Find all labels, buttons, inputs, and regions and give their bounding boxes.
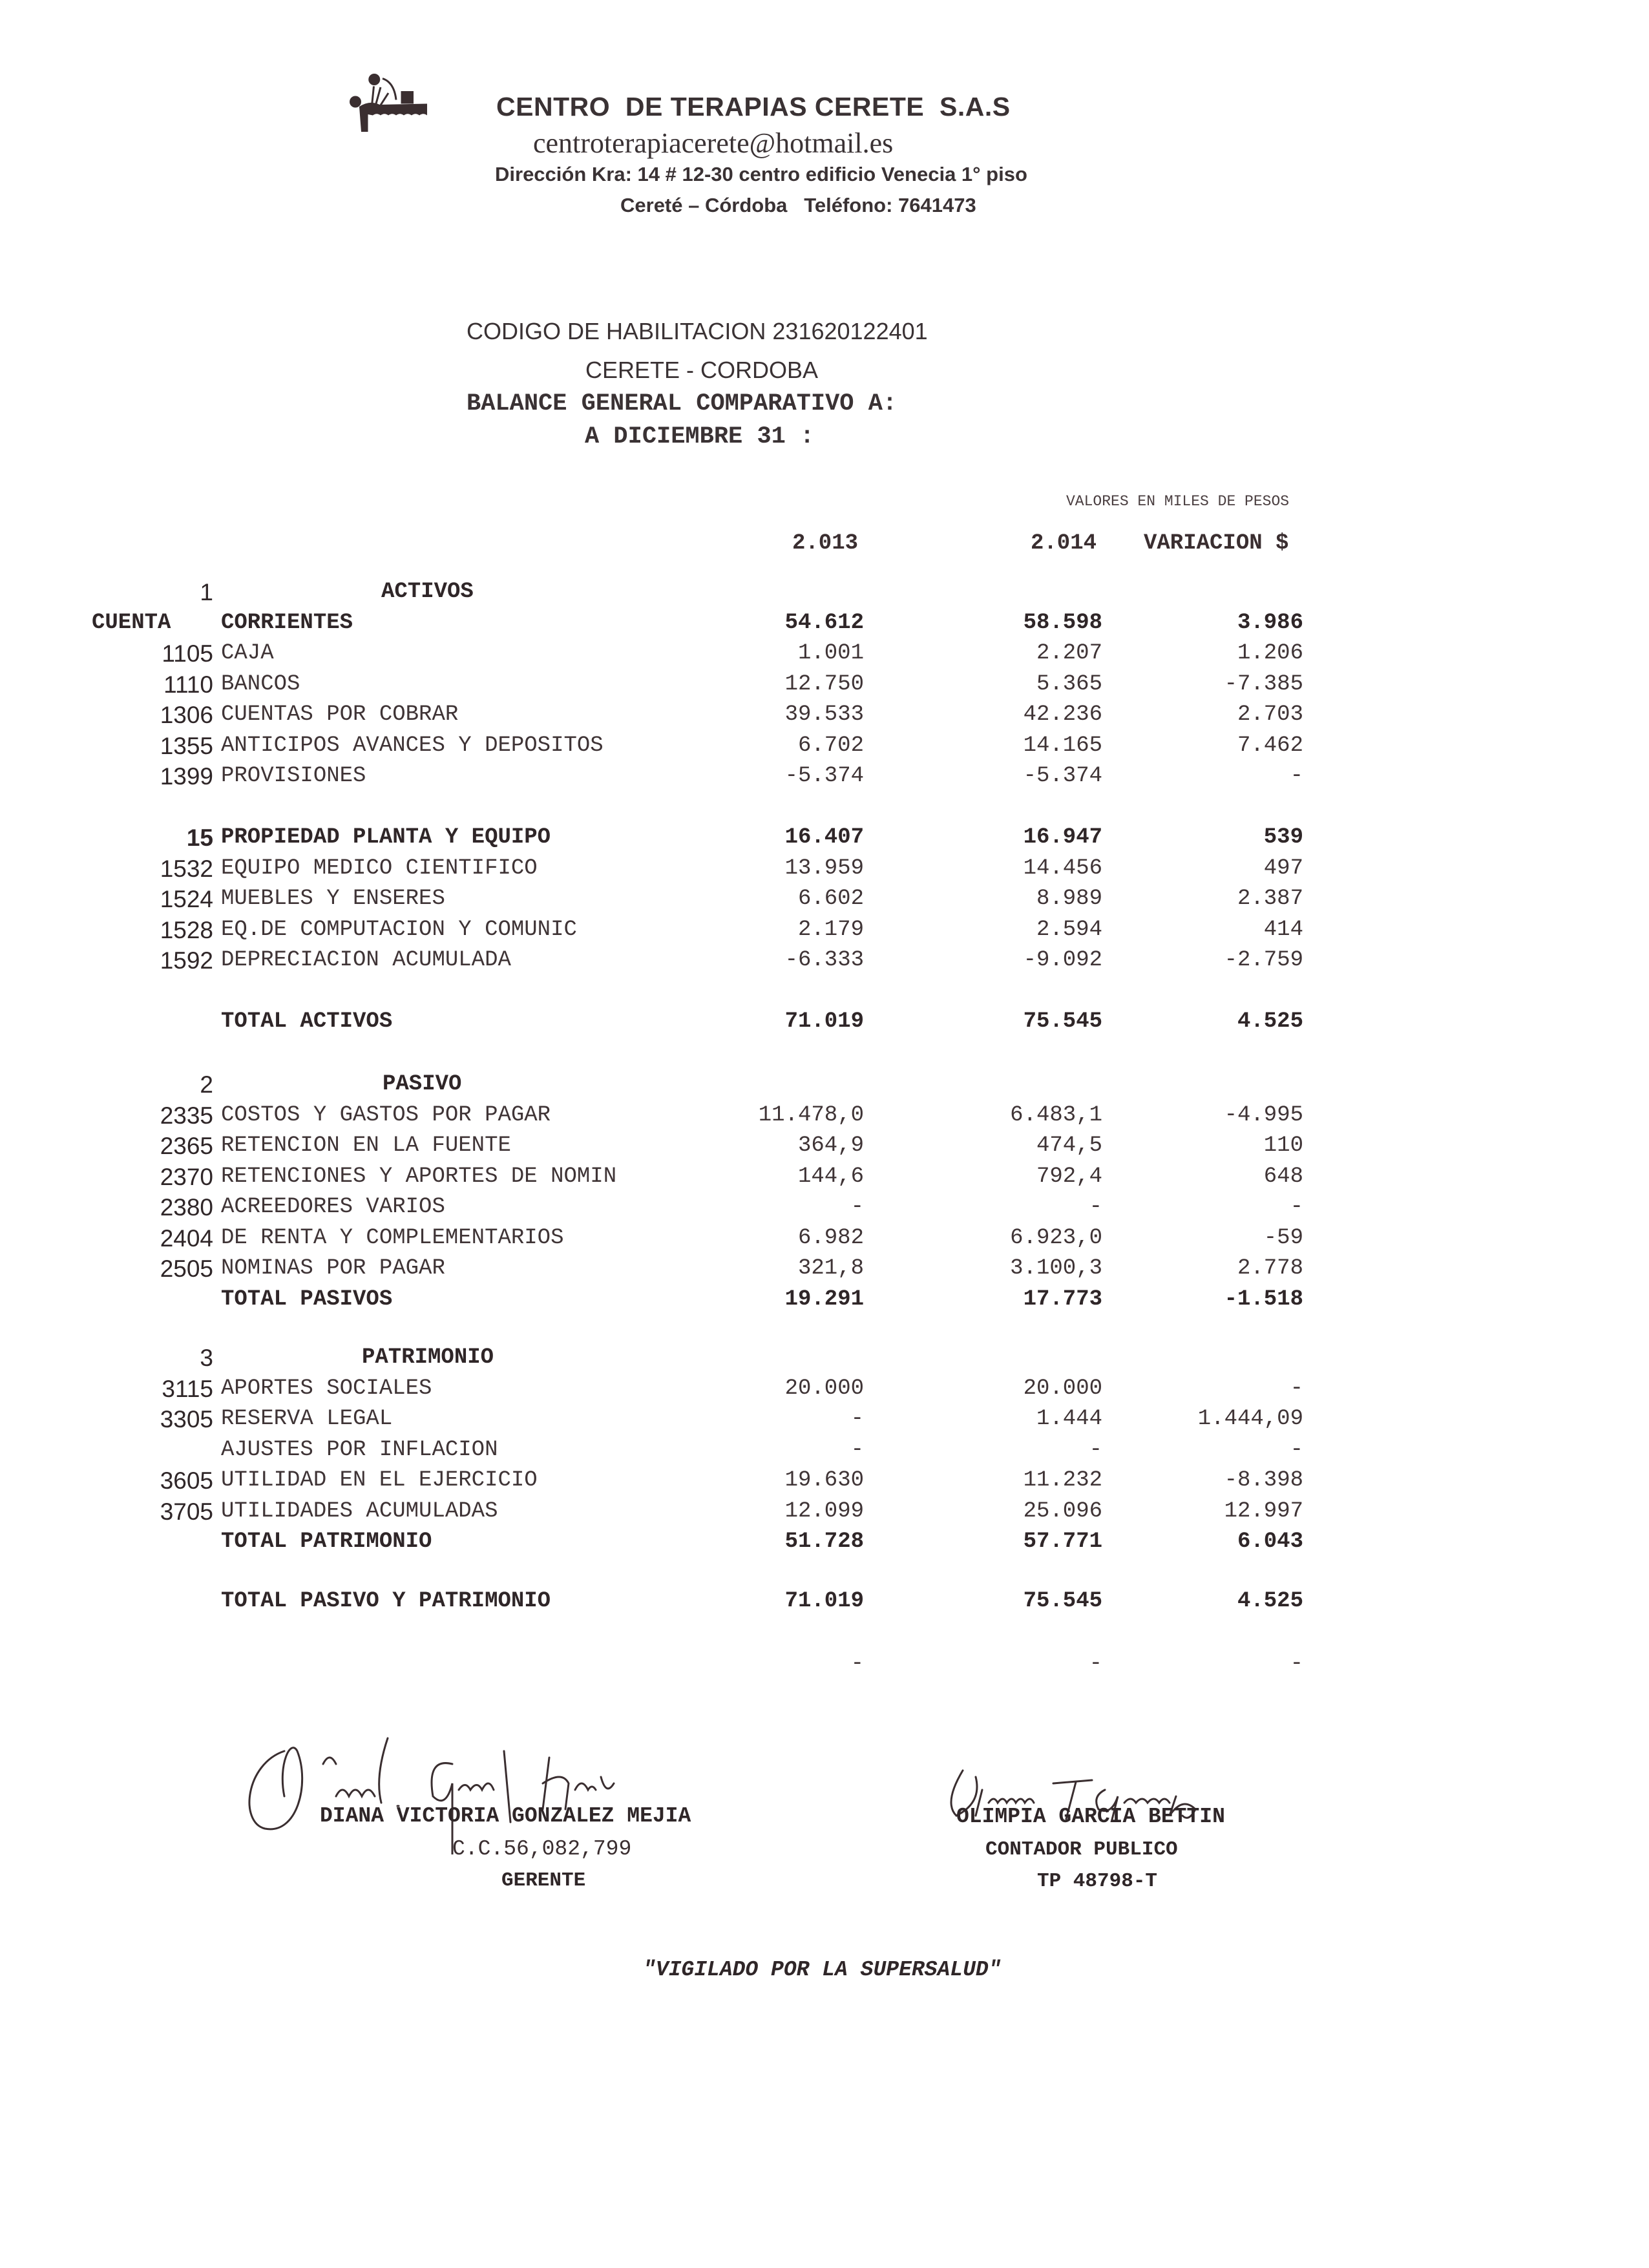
account-name: BANCOS [221, 671, 300, 697]
value-variation: 2.387 [1237, 887, 1303, 911]
account-code: 2365 [160, 1133, 213, 1159]
value-variation: - [1290, 1437, 1303, 1462]
account-name: AJUSTES POR INFLACION [221, 1437, 498, 1462]
account-name: PROVISIONES [221, 764, 366, 788]
account-code: 2335 [160, 1102, 213, 1129]
value-variation: - [1290, 764, 1303, 788]
grand-total-variation: 4.525 [1237, 1589, 1303, 1613]
value-variation: -8.398 [1224, 1468, 1303, 1493]
account-code: 3705 [160, 1498, 213, 1525]
account-code: 2404 [160, 1224, 213, 1252]
account-code: 2505 [160, 1255, 213, 1282]
value-2013: 54.612 [784, 610, 864, 635]
value-2014: 8.989 [1036, 887, 1102, 911]
value-variation: 414 [1263, 917, 1303, 942]
value-2014: -9.092 [1023, 948, 1102, 972]
signer-id-gerente: C.C.56,082,799 [452, 1837, 632, 1861]
signer-name-gerente: DIANA VICTORIA GONZALEZ MEJIA [320, 1804, 691, 1828]
value-2013: 13.959 [784, 856, 864, 881]
account-code: 1532 [160, 855, 213, 882]
subtotal-row [0, 1285, 1649, 1315]
city-line: CERETE - CORDOBA [585, 357, 819, 383]
subtotal-row [0, 1007, 1649, 1037]
section-code: 3 [200, 1345, 213, 1371]
section-code: 2 [200, 1071, 213, 1098]
value-2014: 25.096 [1023, 1498, 1102, 1524]
value-2013: 20.000 [784, 1376, 864, 1401]
value-variation: 1.206 [1237, 641, 1303, 666]
account-name: DEPRECIACION ACUMULADA [221, 948, 511, 972]
account-name: CUENTAS POR COBRAR [221, 702, 459, 727]
value-2013: - [850, 1437, 864, 1462]
value-2014: -5.374 [1023, 764, 1102, 788]
value-2014: 2.594 [1036, 917, 1102, 942]
massage-therapy-icon [336, 65, 452, 149]
account-name: TOTAL PATRIMONIO [221, 1529, 432, 1554]
signer-role-contador: CONTADOR PUBLICO [985, 1838, 1178, 1861]
value-2013: - [850, 1407, 864, 1431]
value-2013: 11.478,0 [758, 1102, 864, 1128]
table-row [0, 731, 1649, 761]
column-header-variation: VARIACION $ [1144, 531, 1289, 556]
account-code: 1592 [160, 947, 213, 974]
table-row [0, 1374, 1649, 1404]
cuenta-label: CUENTA [92, 610, 171, 635]
signature-gerente [239, 1725, 743, 1854]
value-2014: 2.207 [1036, 641, 1102, 666]
account-name: EQUIPO MEDICO CIENTIFICO [221, 856, 538, 881]
account-code: 1528 [160, 916, 213, 943]
value-2014: 14.165 [1023, 733, 1102, 758]
account-name: PROPIEDAD PLANTA Y EQUIPO [221, 825, 551, 850]
account-name: TOTAL ACTIVOS [221, 1009, 393, 1034]
value-2014: 14.456 [1023, 856, 1102, 881]
value-variation: 2.703 [1237, 702, 1303, 727]
table-row [0, 669, 1649, 700]
value-variation: 497 [1263, 856, 1303, 881]
value-2014: 16.947 [1023, 825, 1102, 850]
account-name: DE RENTA Y COMPLEMENTARIOS [221, 1225, 564, 1250]
value-2013: 364,9 [797, 1133, 864, 1158]
value-2014: - [1089, 1437, 1102, 1462]
value-2014: 75.545 [1023, 1009, 1102, 1034]
value-variation: 2.778 [1237, 1256, 1303, 1281]
grand-total-2013: 71.019 [784, 1589, 864, 1613]
account-name: EQ.DE COMPUTACION Y COMUNIC [221, 917, 577, 942]
units-note: VALORES EN MILES DE PESOS [1066, 493, 1290, 510]
value-2014: 20.000 [1023, 1376, 1102, 1401]
account-name: MUEBLES Y ENSERES [221, 887, 445, 911]
account-code: 3115 [162, 1375, 213, 1402]
table-row [0, 1162, 1649, 1192]
table-row [0, 1254, 1649, 1284]
table-row [0, 1404, 1649, 1434]
value-variation: -59 [1263, 1225, 1303, 1250]
table-row [0, 1131, 1649, 1161]
value-2013: 51.728 [784, 1529, 864, 1554]
account-name: CAJA [221, 641, 274, 666]
supervision-note: "VIGILADO POR LA SUPERSALUD" [643, 1958, 1002, 1982]
section-code: 1 [200, 579, 213, 605]
value-2014: 5.365 [1036, 671, 1102, 697]
account-name: UTILIDADES ACUMULADAS [221, 1498, 498, 1524]
value-2013: 6.982 [797, 1225, 864, 1250]
section-header-row [0, 1069, 1649, 1100]
value-2013: -6.333 [784, 948, 864, 972]
table-row [0, 884, 1649, 914]
account-code: 1306 [160, 702, 213, 728]
company-email: centroterapiacerete@hotmail.es [533, 127, 894, 159]
value-2013: 71.019 [784, 1009, 864, 1034]
account-code: 1524 [160, 886, 213, 912]
document-date: A DICIEMBRE 31 : [585, 423, 815, 450]
section-title: PASIVO [383, 1072, 462, 1097]
company-city-phone: Cereté – Córdoba Teléfono: 7641473 [620, 194, 976, 216]
value-variation: -7.385 [1224, 671, 1303, 697]
value-2014: 474,5 [1036, 1133, 1102, 1158]
value-variation: -1.518 [1224, 1286, 1303, 1312]
table-row [0, 1100, 1649, 1131]
value-2013: -5.374 [784, 764, 864, 788]
signer-role-gerente: GERENTE [501, 1869, 586, 1892]
account-code: 2370 [160, 1163, 213, 1190]
value-variation: 6.043 [1237, 1529, 1303, 1554]
value-2014: 57.771 [1023, 1529, 1102, 1554]
account-code: 1110 [163, 671, 213, 698]
value-variation: 3.986 [1237, 610, 1303, 635]
section-title: ACTIVOS [381, 580, 474, 604]
value-variation: 110 [1263, 1133, 1303, 1158]
value-2014: 42.236 [1023, 702, 1102, 727]
company-address: Dirección Kra: 14 # 12-30 centro edificio Venecia 1° piso [495, 163, 1027, 185]
value-2013: 6.702 [797, 733, 864, 758]
table-row [0, 1435, 1649, 1465]
value-2013: 39.533 [784, 702, 864, 727]
value-2014: 11.232 [1023, 1468, 1102, 1493]
value-variation: 1.444,09 [1197, 1407, 1303, 1431]
subtotal-row [0, 823, 1649, 853]
habilitation-code: CODIGO DE HABILITACION 231620122401 [467, 318, 928, 344]
column-header-2014: 2.014 [1031, 531, 1097, 556]
section-header-row [0, 1343, 1649, 1373]
document-title: BALANCE GENERAL COMPARATIVO A: [467, 390, 898, 417]
value-variation: - [1290, 1376, 1303, 1401]
check-2014: - [1089, 1652, 1102, 1676]
table-row [0, 761, 1649, 792]
account-code: 1105 [162, 640, 213, 667]
account-code: 3605 [160, 1467, 213, 1494]
table-row [0, 854, 1649, 884]
table-row [0, 945, 1649, 976]
grand-total-label: TOTAL PASIVO Y PATRIMONIO [221, 1589, 551, 1613]
account-name: UTILIDAD EN EL EJERCICIO [221, 1468, 538, 1493]
account-name: RESERVA LEGAL [221, 1407, 393, 1431]
section-title: PATRIMONIO [362, 1345, 494, 1370]
table-row [0, 700, 1649, 730]
grand-total-2014: 75.545 [1023, 1589, 1102, 1613]
table-row [0, 1223, 1649, 1254]
value-2014: 17.773 [1023, 1286, 1102, 1312]
table-row [0, 1496, 1649, 1527]
account-code: 2380 [160, 1194, 213, 1221]
value-variation: - [1290, 1195, 1303, 1219]
value-variation: 648 [1263, 1164, 1303, 1189]
check-row [0, 1649, 1649, 1679]
grand-total-row [0, 1586, 1649, 1617]
subtotal-row [0, 1527, 1649, 1557]
value-2014: 1.444 [1036, 1407, 1102, 1431]
value-2014: 6.923,0 [1010, 1225, 1102, 1250]
account-name: NOMINAS POR PAGAR [221, 1256, 445, 1281]
value-2014: 3.100,3 [1010, 1256, 1102, 1281]
value-2014: 58.598 [1023, 610, 1102, 635]
check-variation: - [1290, 1652, 1303, 1676]
value-2013: 2.179 [797, 917, 864, 942]
value-2013: 12.750 [784, 671, 864, 697]
account-name: APORTES SOCIALES [221, 1376, 432, 1401]
table-row [0, 1465, 1649, 1496]
value-2013: 321,8 [797, 1256, 864, 1281]
account-name: ACREEDORES VARIOS [221, 1195, 445, 1219]
account-name: COSTOS Y GASTOS POR PAGAR [221, 1102, 551, 1128]
value-2013: - [850, 1195, 864, 1219]
account-name: RETENCIONES Y APORTES DE NOMIN [221, 1164, 617, 1189]
value-variation: 539 [1263, 825, 1303, 850]
value-variation: -4.995 [1224, 1102, 1303, 1128]
value-variation: 12.997 [1224, 1498, 1303, 1524]
account-name: TOTAL PASIVOS [221, 1286, 393, 1312]
value-2013: 12.099 [784, 1498, 864, 1524]
account-code: 1355 [160, 732, 213, 759]
value-2013: 1.001 [797, 641, 864, 666]
value-variation: -2.759 [1224, 948, 1303, 972]
value-2013: 16.407 [784, 825, 864, 850]
table-row [0, 915, 1649, 945]
value-2014: 6.483,1 [1010, 1102, 1102, 1128]
company-name: CENTRO DE TERAPIAS CERETE S.A.S [496, 92, 1011, 121]
value-2013: 19.291 [784, 1286, 864, 1312]
value-2014: 792,4 [1036, 1164, 1102, 1189]
check-2013: - [850, 1652, 864, 1676]
subtotal-row [0, 608, 1649, 638]
signer-license-contador: TP 48798-T [1037, 1870, 1158, 1893]
table-row [0, 1192, 1649, 1223]
value-variation: 4.525 [1237, 1009, 1303, 1034]
account-code: 1399 [160, 763, 213, 790]
account-code: 15 [186, 824, 213, 851]
signer-name-contador: OLIMPIA GARCIA BETTIN [956, 1805, 1225, 1829]
account-name: CORRIENTES [221, 610, 353, 635]
value-2013: 19.630 [784, 1468, 864, 1493]
column-header-2013: 2.013 [792, 531, 859, 556]
value-2014: - [1089, 1195, 1102, 1219]
value-2013: 6.602 [797, 887, 864, 911]
account-code: 3305 [160, 1406, 213, 1433]
account-name: RETENCION EN LA FUENTE [221, 1133, 511, 1158]
account-name: ANTICIPOS AVANCES Y DEPOSITOS [221, 733, 604, 758]
value-variation: 7.462 [1237, 733, 1303, 758]
table-row [0, 638, 1649, 669]
value-2013: 144,6 [797, 1164, 864, 1189]
section-header-row [0, 577, 1649, 607]
